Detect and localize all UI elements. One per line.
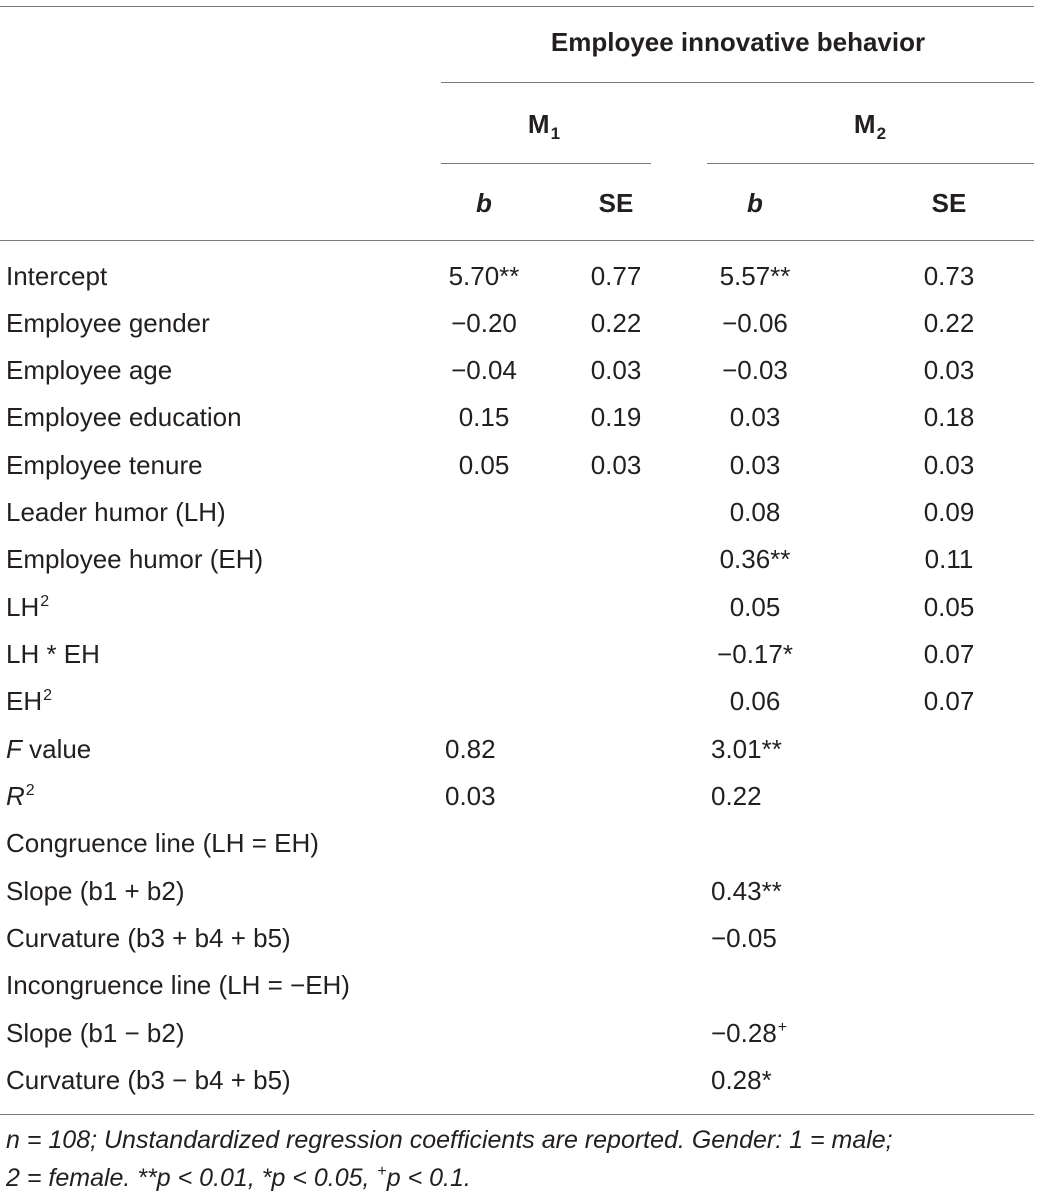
m2-se-cell: 0.03: [923, 450, 975, 480]
m2-se-cell: 0.73: [923, 261, 975, 291]
m1-se-cell: 0.03: [590, 450, 642, 480]
m2-stat-cell: 0.28*: [711, 1065, 772, 1095]
m2-stat-cell: −0.28+: [711, 1018, 788, 1048]
m1-se-cell: 0.19: [590, 402, 642, 432]
row-label: Leader humor (LH): [6, 497, 226, 527]
m2-se-cell: 0.18: [923, 402, 975, 432]
row-label: $LH^2$: [6, 592, 50, 622]
column-header-m1-b: b: [476, 188, 492, 218]
m2-b-cell: 0.06: [729, 686, 781, 716]
footnote-line-2: 2 = female. **p < 0.01, *p < 0.05, +p < 0.1.: [6, 1163, 471, 1192]
m1-b-cell: −0.20: [451, 308, 517, 338]
m2-se-cell: 0.11: [924, 544, 974, 574]
column-header-rule: [0, 240, 1034, 241]
row-label: $R^2$: [6, 781, 35, 811]
row-label: Slope (b1 − b2): [6, 1018, 185, 1048]
group-title: Employee innovative behavior: [550, 27, 926, 57]
column-header-m1-se: SE: [598, 188, 634, 218]
row-label: F value: [6, 734, 92, 764]
m1-stat-cell: 0.03: [445, 781, 496, 811]
model-1-heading: $M_1$: [527, 109, 561, 143]
m2-stat-cell: 3.01**: [711, 734, 782, 764]
m2-b-cell: −0.17*: [717, 639, 793, 669]
column-header-m2-se: SE: [931, 188, 967, 218]
table-top-rule: [0, 6, 1034, 7]
m2-stat-cell: 0.22: [711, 781, 762, 811]
row-label: Incongruence line (LH = −EH): [6, 970, 350, 1000]
group-header-rule: [441, 82, 1034, 83]
m2-stat-cell: −0.05: [711, 923, 777, 953]
m2-b-cell: 0.36**: [719, 544, 791, 574]
m2-b-cell: 0.08: [729, 497, 781, 527]
m1-se-cell: 0.77: [590, 261, 642, 291]
m1-se-cell: 0.22: [590, 308, 642, 338]
m2-b-cell: 0.03: [729, 402, 781, 432]
row-label: Employee tenure: [6, 450, 203, 480]
m2-se-cell: 0.07: [923, 639, 975, 669]
m2-b-cell: 0.05: [729, 592, 781, 622]
m2-se-cell: 0.09: [923, 497, 975, 527]
table-footnote: [6, 1121, 1036, 1201]
row-label: Employee age: [6, 355, 173, 385]
row-label: Slope (b1 + b2): [6, 876, 185, 906]
m2-header-rule: [707, 163, 1034, 164]
m1-b-cell: 5.70**: [448, 261, 520, 291]
column-header-m2-b: b: [747, 188, 763, 218]
footnote-line-1: n = 108; Unstandardized regression coefficients are reported. Gender: 1 = male;: [6, 1126, 893, 1154]
m2-se-cell: 0.03: [923, 355, 975, 385]
row-label: Employee education: [6, 402, 242, 432]
row-label: $EH^2$: [6, 686, 53, 716]
table-bottom-rule: [0, 1114, 1034, 1115]
m2-stat-cell: 0.43**: [711, 876, 782, 906]
m2-b-cell: 5.57**: [719, 261, 791, 291]
row-label: Curvature (b3 + b4 + b5): [6, 923, 291, 953]
m2-se-cell: 0.22: [923, 308, 975, 338]
m2-b-cell: −0.03: [722, 355, 788, 385]
m1-header-rule: [441, 163, 651, 164]
m2-se-cell: 0.05: [923, 592, 975, 622]
m2-se-cell: 0.07: [923, 686, 975, 716]
row-label: Congruence line (LH = EH): [6, 828, 319, 858]
m2-b-cell: 0.03: [729, 450, 781, 480]
row-label: Employee gender: [6, 308, 210, 338]
row-label: Intercept: [6, 261, 108, 291]
m2-b-cell: −0.06: [722, 308, 788, 338]
m1-b-cell: 0.15: [458, 402, 510, 432]
row-label: Curvature (b3 − b4 + b5): [6, 1065, 291, 1095]
row-label: Employee humor (EH): [6, 544, 264, 574]
m1-stat-cell: 0.82: [445, 734, 496, 764]
m1-b-cell: 0.05: [458, 450, 510, 480]
row-label: LH * EH: [6, 639, 100, 669]
m1-b-cell: −0.04: [451, 355, 517, 385]
m1-se-cell: 0.03: [590, 355, 642, 385]
model-2-heading: $M_2$: [853, 109, 887, 143]
